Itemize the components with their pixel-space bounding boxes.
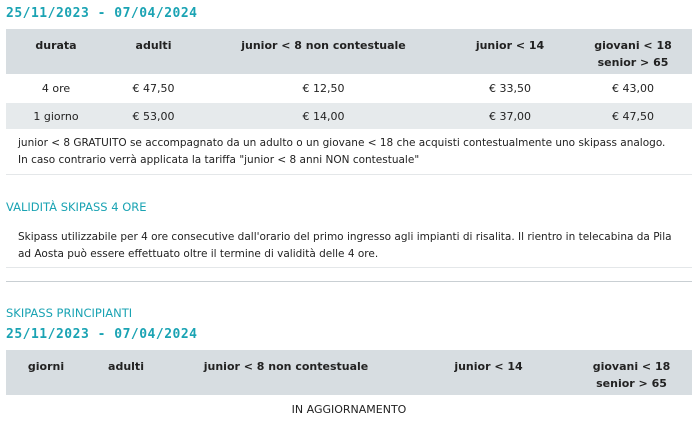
cell-junior-8: € 14,00 <box>201 103 446 129</box>
cell-durata: 1 giorno <box>6 103 106 129</box>
cell-adulti: € 47,50 <box>106 74 201 103</box>
header-giovani-senior: giovani < 18 senior > 65 <box>571 350 692 395</box>
table-row <box>6 395 692 423</box>
divider <box>6 267 692 268</box>
validity-section-title: VALIDITÀ SKIPASS 4 ORE <box>6 200 147 214</box>
header-giovani-senior: giovani < 18 senior > 65 <box>574 29 692 74</box>
header-giorni: giorni <box>6 350 86 395</box>
cell-adulti: € 53,00 <box>106 103 201 129</box>
cell-junior-14: € 33,50 <box>446 74 574 103</box>
status-message: IN AGGIORNAMENTO <box>6 395 692 423</box>
header-junior-14: junior < 14 <box>406 350 571 395</box>
section-divider <box>6 281 692 282</box>
principianti-table-header <box>6 350 692 395</box>
header-junior-8: junior < 8 non contestuale <box>166 350 406 395</box>
price-table <box>6 29 692 129</box>
principianti-date-range: 25/11/2023 - 07/04/2024 <box>6 327 198 342</box>
principianti-table <box>6 350 692 423</box>
price-date-range: 25/11/2023 - 07/04/2024 <box>6 6 198 21</box>
divider <box>6 174 692 175</box>
junior-note: junior < 8 GRATUITO se accompagnato da un adulto o un giovane < 18 che acquisti contestualmente uno skipass analogo. In caso contrario verrà applicata la tariffa "junior < 8 anni NON contestuale" <box>18 137 666 166</box>
cell-junior-14: € 37,00 <box>446 103 574 129</box>
header-durata: durata <box>6 29 106 74</box>
header-adulti: adulti <box>86 350 166 395</box>
validity-text: Skipass utilizzabile per 4 ore consecutive dall'orario del primo ingresso agli impianti di risalita. Il rientro in telecabina da Pila ad Aosta può essere effettuato oltre il termine di validità delle 4 ore. <box>18 231 672 260</box>
header-adulti: adulti <box>106 29 201 74</box>
cell-durata: 4 ore <box>6 74 106 103</box>
table-row <box>6 74 692 103</box>
table-row <box>6 103 692 129</box>
price-table-header <box>6 29 692 74</box>
cell-giovani-senior: € 43,00 <box>574 74 692 103</box>
cell-giovani-senior: € 47,50 <box>574 103 692 129</box>
header-junior-14: junior < 14 <box>446 29 574 74</box>
cell-junior-8: € 12,50 <box>201 74 446 103</box>
principianti-section-title: SKIPASS PRINCIPIANTI <box>6 306 133 320</box>
header-junior-8: junior < 8 non contestuale <box>201 29 446 74</box>
